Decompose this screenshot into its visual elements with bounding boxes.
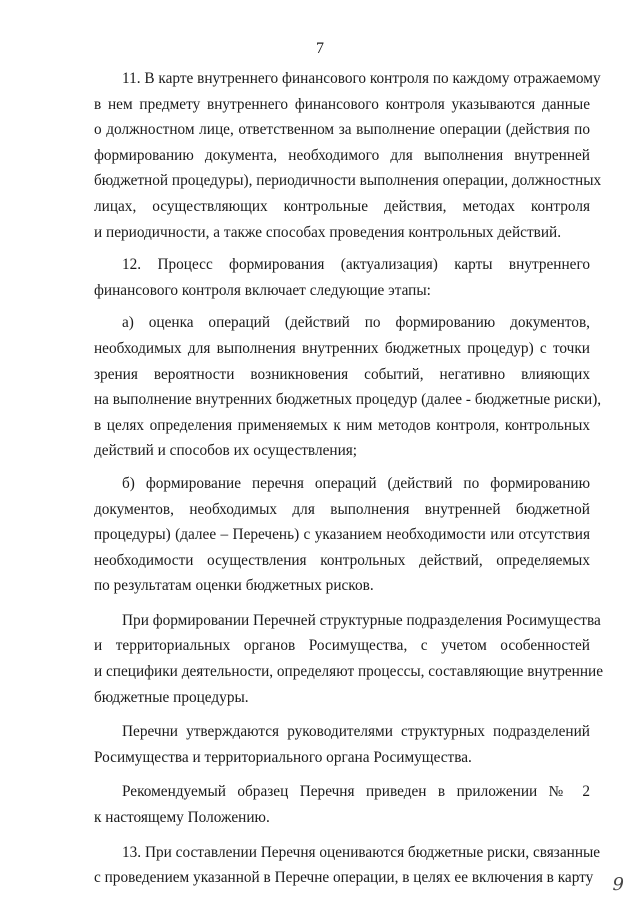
text-line: необходимости осуществления контрольных действий, определяемых [94,551,590,569]
paragraph-item-b [94,471,590,599]
text-line: лицах, осуществляющих контрольные действия, методах контроля [94,197,590,215]
paragraph-11 [94,66,602,245]
text-line: б) формирование перечня операций (действий по формированию [122,474,590,492]
text-line: с проведением указанной в Перечне операции, в целях ее включения в карту [94,869,594,887]
paragraph-item-a [94,310,602,464]
text-line: 13. При составлении Перечня оцениваются бюджетные риски, связанные [122,843,601,861]
text-line: Росимущества и территориального органа Росимущества. [94,748,472,766]
paragraph-13 [94,840,601,891]
text-line: Рекомендуемый образец Перечня приведен в приложении № 2 [122,783,590,801]
text-line: зрения вероятности возникновения событий, негативно влияющих [94,365,590,383]
text-line: бюджетные процедуры. [94,688,249,706]
text-line: и специфики деятельности, определяют процессы, составляющие внутренние [94,663,603,681]
text-line: процедуры) (далее – Перечень) с указанием необходимости или отсутствия [94,526,590,544]
document-body [94,66,603,891]
paragraph-approval [94,719,590,770]
paragraph-12 [94,252,590,303]
handwritten-page-mark: 9 [612,874,624,895]
text-line: формированию документа, необходимого для выполнения внутренней [94,146,590,164]
text-line: и территориальных органов Росимущества, с учетом особенностей [94,637,590,655]
text-line: и периодичности, а также способах проведения контрольных действий. [94,223,562,241]
text-line: 12. Процесс формирования (актуализация) карты внутреннего [122,256,590,274]
text-line: 11. В карте внутреннего финансового контроля по каждому отражаемому [122,70,601,87]
paragraph-formation [94,608,603,710]
text-line: необходимых для выполнения внутренних бюджетных процедур) с точки [94,339,590,357]
text-line: действий и способов их осуществления; [94,442,358,460]
text-line: Перечни утверждаются руководителями структурных подразделений [122,723,590,741]
text-line: а) оценка операций (действий по формированию документов, [122,314,590,332]
text-line: При формировании Перечней структурные подразделения Росимущества [122,611,601,629]
text-line: на выполнение внутренних бюджетных процедур (далее - бюджетные риски), [94,391,602,409]
text-line: в нем предмету внутреннего финансового контроля указываются данные [94,95,590,113]
text-line: к настоящему Положению. [94,809,270,827]
text-line: документов, необходимых для выполнения внутренней бюджетной [94,500,590,518]
text-line: финансового контроля включает следующие этапы: [94,281,431,299]
page-number: 7 [316,40,324,57]
text-line: о должностном лице, ответственном за выполнение операции (действия по [94,121,590,139]
text-line: в целях определения применяемых к ним методов контроля, контрольных [94,416,590,434]
paragraph-template [94,779,590,830]
text-line: по результатам оценки бюджетных рисков. [94,577,374,595]
text-line: бюджетной процедуры), периодичности выполнения операции, должностных [94,172,602,190]
